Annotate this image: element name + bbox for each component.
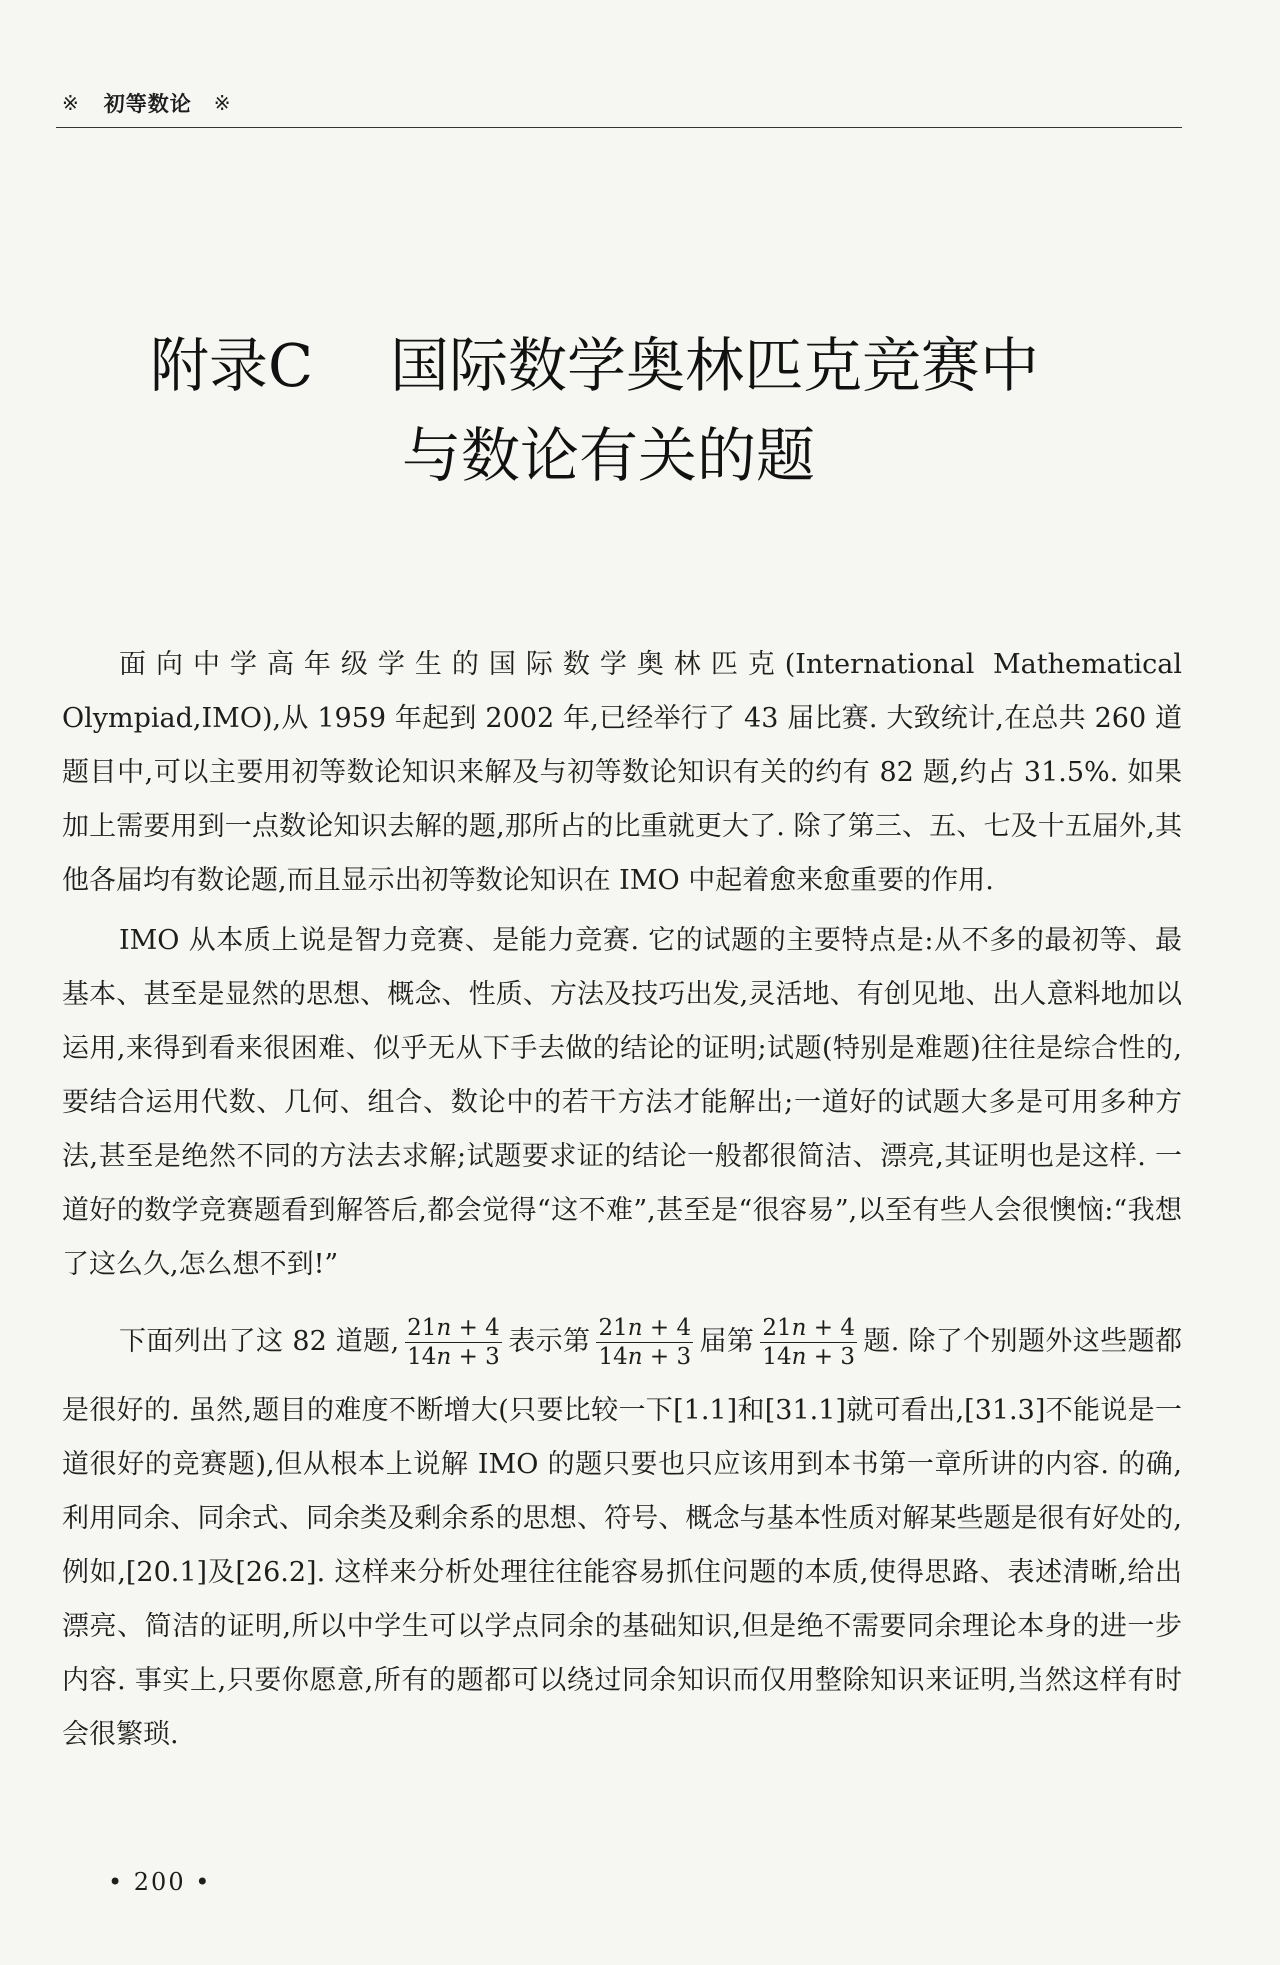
running-header [62, 88, 1182, 118]
den-var: n [436, 1344, 452, 1370]
num-var: n [791, 1315, 807, 1341]
body-text [62, 638, 1182, 1762]
chapter-heading-line1 [150, 318, 1039, 403]
fraction-numerator [405, 1315, 502, 1343]
den-rest: + 3 [451, 1344, 500, 1370]
den-rest: + 3 [806, 1344, 855, 1370]
num-var: n [436, 1315, 452, 1341]
chapter-label-letter: C [268, 331, 314, 400]
num-rest: + 4 [451, 1315, 500, 1341]
chapter-label [150, 318, 390, 403]
paragraph-3-part-c: 届第 [699, 1326, 755, 1357]
num-rest: + 4 [642, 1315, 692, 1341]
fraction-denominator [405, 1343, 502, 1370]
fraction-denominator [760, 1343, 857, 1370]
fraction-denominator [596, 1343, 693, 1370]
den-var: n [791, 1344, 807, 1370]
num-coef: 21 [598, 1315, 628, 1341]
num-coef: 21 [762, 1315, 792, 1341]
header-mark-left: ※ [62, 91, 80, 115]
paragraph-1: 面向中学高年级学生的国际数学奥林匹克(International Mathematical Olympiad,IMO),从 1959 年起到 2002 年,已经举行了 43 届比赛. 大致统计,在总共 260 道题目中,可以主要用初等数论知识来解及与初等数论知识有关的约有 82 题,约占 31.5%. 如果加上需要用到一点数论知识去解的题,那所占的比重就更大了. 除了第三、五、七及十五届外,其他各届均有数论题,而且显示出初等数论知识在 IMO 中起着愈来愈重要的作用. [62, 649, 1182, 896]
fraction-1 [405, 1315, 502, 1370]
num-var: n [627, 1315, 643, 1341]
header-mark-right: ※ [213, 91, 232, 115]
chapter-title-line1: 国际数学奥林匹克竞赛中 [390, 331, 1040, 400]
paragraph-3-part-d: 题. 除了个别题外这些题都是很好的. 虽然,题目的难度不断增大(只要比较一下[1.1]和[31.1]就可看出,[31.3]不能说是一道很好的竞赛题),但从根本上说解 IMO 的题只要也只应该用到本书第一章所讲的内容. 的确,利用同余、同余式、同余类及剩余系的思想、符号、概念与基本性质对解某些题是很有好处的,例如,[20.1]及[26.2]. 这样来分析处理往往能容易抓住问题的本质,使得思路、表述清晰,给出漂亮、简洁的证明,所以中学生可以学点同余的基础知识,但是绝不需要同余理论本身的进一步内容. 事实上,只要你愿意,所有的题都可以绕过同余知识而仅用整除知识来证明,当然这样有时会很繁琐. [62, 1326, 1183, 1750]
paragraph-2: IMO 从本质上说是智力竞赛、是能力竞赛. 它的试题的主要特点是:从不多的最初等、最基本、甚至是显然的思想、概念、性质、方法及技巧出发,灵活地、有创见地、出人意料地加以运用,来得到看来很困难、似乎无从下手去做的结论的证明;试题(特别是难题)往往是综合性的,要结合运用代数、几何、组合、数论中的若干方法才能解出;一道好的试题大多是可用多种方法,甚至是绝然不同的方法去求解;试题要求证的结论一般都很简洁、漂亮,其证明也是这样. 一道好的数学竞赛题看到解答后,都会觉得“这不难”,甚至是“很容易”,以至有些人会很懊恼:“我想了这么久,怎么想不到!” [62, 925, 1182, 1280]
chapter-title-line2: 与数论有关的题 [402, 421, 816, 490]
den-var: n [627, 1344, 643, 1370]
chapter-label-prefix: 附录 [150, 331, 269, 400]
paragraph-3-part-b: 表示第 [507, 1326, 591, 1357]
den-rest: + 3 [642, 1344, 692, 1370]
den-coef: 14 [407, 1344, 437, 1370]
page-number: • 200 • [108, 1868, 212, 1896]
den-coef: 14 [598, 1344, 628, 1370]
header-title: 初等数论 [103, 92, 192, 116]
fraction-numerator [596, 1315, 693, 1343]
paragraph-3-part-a: 下面列出了这 82 道题, [119, 1326, 400, 1357]
header-rule [56, 127, 1182, 128]
den-coef: 14 [762, 1344, 792, 1370]
num-coef: 21 [407, 1315, 437, 1341]
fraction-numerator [760, 1315, 857, 1343]
fraction-3 [760, 1315, 857, 1370]
num-rest: + 4 [806, 1315, 855, 1341]
fraction-2 [596, 1315, 693, 1370]
paragraph-3 [62, 1300, 1182, 1762]
